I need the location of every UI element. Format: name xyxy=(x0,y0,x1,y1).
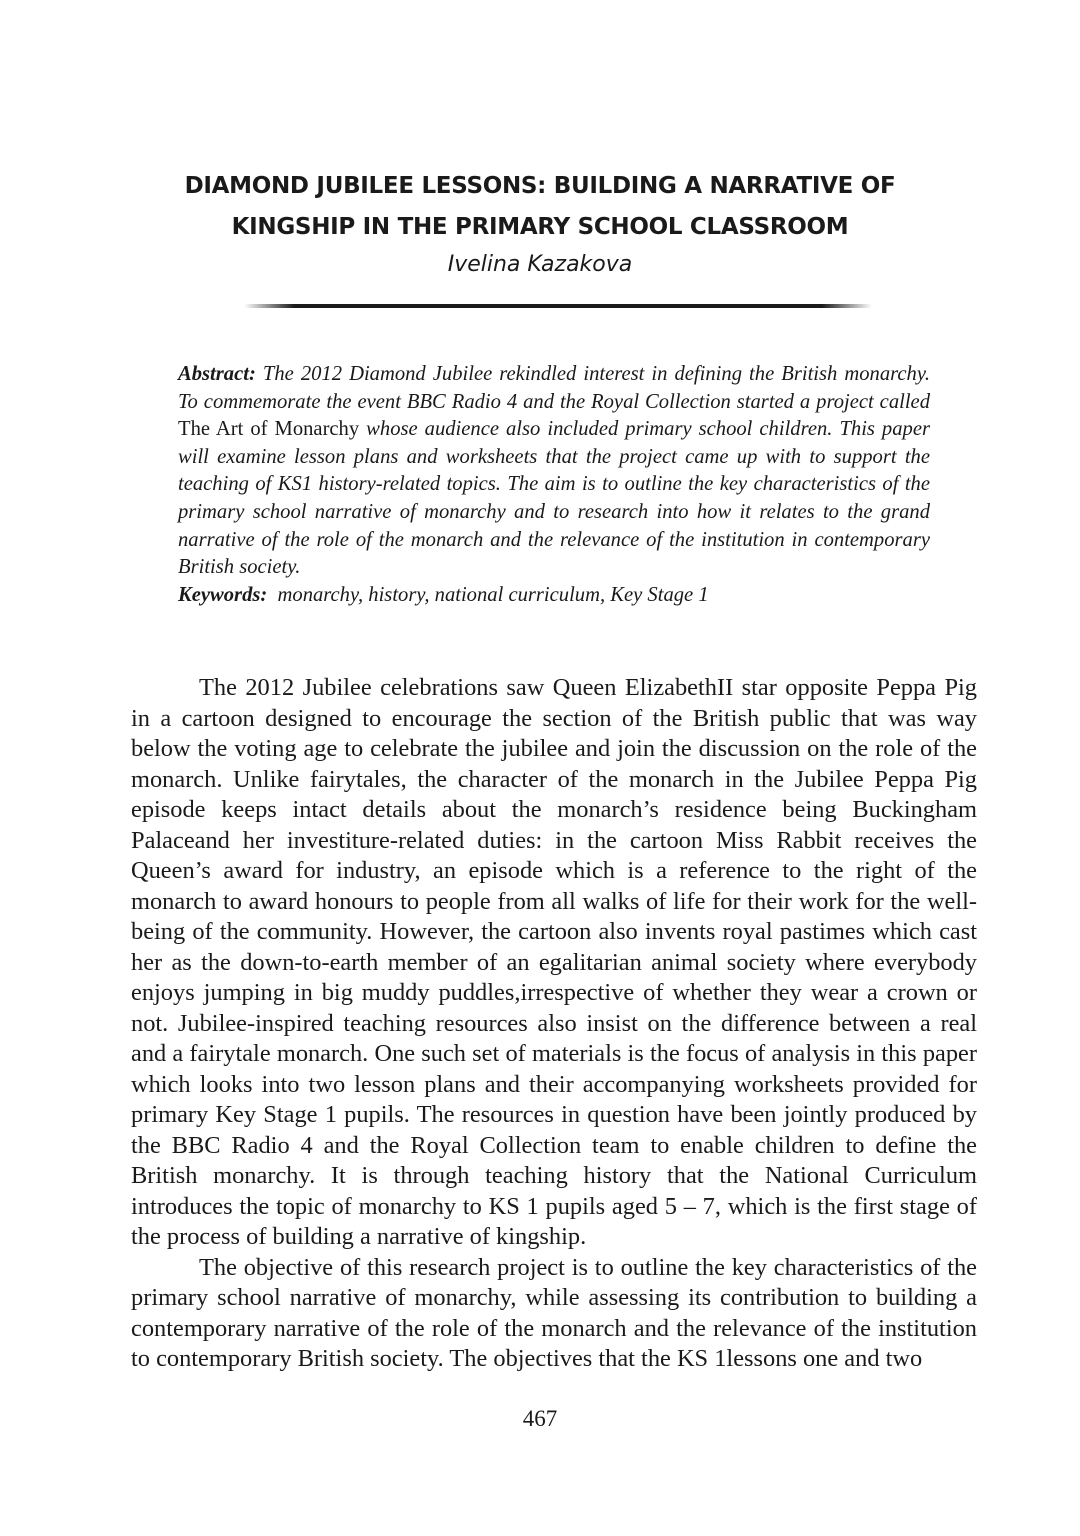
paper-title xyxy=(130,166,950,248)
abstract-text-before: The 2012 Diamond Jubilee rekindled interest in defining the British monarchy. To commemorate the event BBC Radio 4 and the Royal Collection started a project called xyxy=(178,363,930,413)
abstract-project-name: The Art of Monarchy xyxy=(178,418,360,441)
title-line-1: DIAMOND JUBILEE LESSONS: BUILDING A NARRATIVE OF xyxy=(184,173,896,199)
author-name: Ivelina Kazakova xyxy=(447,252,633,277)
body-text xyxy=(131,673,977,1375)
keywords-text: monarchy, history, national curriculum, Key Stage 1 xyxy=(277,584,709,606)
page-number: 467 xyxy=(522,1406,558,1431)
title-line-2: KINGSHIP IN THE PRIMARY SCHOOL CLASSROOM xyxy=(231,214,849,240)
abstract-label: Abstract: xyxy=(178,363,256,385)
title-divider xyxy=(244,304,872,308)
abstract xyxy=(178,361,930,582)
body-paragraph: The 2012 Jubilee celebrations saw Queen ElizabethII star opposite Peppa Pig in a cartoon designed to encourage the section of the British public that was way below the voting age to celebrate the jubilee and join the discussion on the role of the monarch. Unlike fairytales, the character of the monarch in the Jubilee Peppa Pig episode keeps intact details about the monarch’s residence being Buckingham Palaceand her investiture-related duties: in the cartoon Miss Rabbit receives the Queen’s award for industry, an episode which is a reference to the right of the monarch to award honours to people from all walks of life for their work for the well-being of the community. However, the cartoon also invents royal pastimes which cast her as the down-to-earth member of an egalitarian animal society where everybody enjoys jumping in big muddy puddles,irrespective of whether they wear a crown or not. Jubilee-inspired teaching resources also insist on the difference between a real and a fairytale monarch. One such set of materials is the focus of analysis in this paper which looks into two lesson plans and their accompanying worksheets provided for primary Key Stage 1 pupils. The resources in question have been jointly produced by the BBC Radio 4 and the Royal Collection team to enable children to define the British monarchy. It is through teaching history that the National Curriculum introduces the topic of monarchy to KS 1 pupils aged 5 – 7, which is the first stage of the process of building a narrative of kingship. xyxy=(131,674,977,1250)
keywords xyxy=(178,582,930,610)
keywords-label: Keywords: xyxy=(178,584,268,606)
body-paragraph: The objective of this research project is to outline the key characteristics of the primary school narrative of monarchy, while assessing its contribution to building a contemporary narrative of the role of the monarch and the relevance of the institution to contemporary British society. The objectives that the KS 1lessons one and two xyxy=(131,1253,977,1372)
abstract-text-after: whose audience also included primary school children. This paper will examine lesson plans and worksheets that the project came up with to support the teaching of KS1 history-related topics. The aim is to outline the key characteristics of the primary school narrative of monarchy and to research into how it relates to the grand narrative of the role of the monarch and the relevance of the institution in contemporary British society. xyxy=(178,418,930,579)
